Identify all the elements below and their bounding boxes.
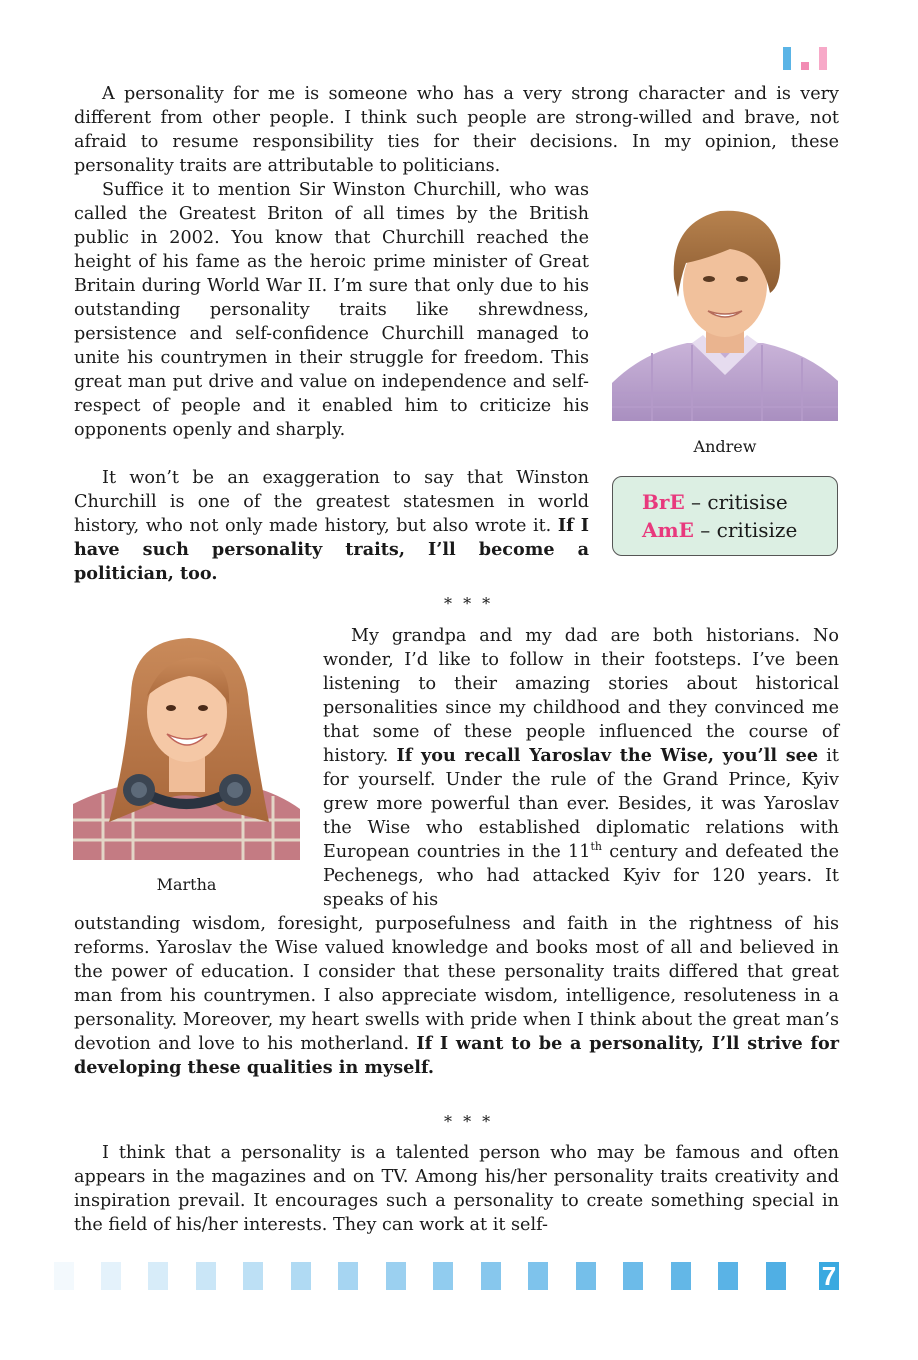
footer-square — [291, 1262, 311, 1290]
paragraph-text: it for yourself. Under the rule of the Grand Prince, Kyiv grew more powerful than ever. Besides, it was Yaroslav the Wise who established diplomatic relations with European countries in the 11 — [323, 746, 839, 862]
footer-square — [671, 1262, 691, 1290]
martha-caption: Martha — [156, 875, 217, 894]
footer-square — [101, 1262, 121, 1290]
ame-tag: AmE — [642, 518, 694, 542]
footer-square — [386, 1262, 406, 1290]
key-phrase: If I want to be a personality, I’ll strive for developing these qualities in myself. — [74, 1033, 839, 1078]
footer-square — [54, 1262, 74, 1290]
footer-square — [338, 1262, 358, 1290]
ordinal-suffix: th — [590, 840, 602, 854]
footer-square — [148, 1262, 168, 1290]
footer-square — [243, 1262, 263, 1290]
bre-tag: BrE — [642, 490, 685, 514]
ame-word: – critisize — [693, 518, 798, 542]
marker-bar-pink — [819, 47, 827, 70]
footer-square — [481, 1262, 501, 1290]
key-phrase: If you recall Yaroslav the Wise, you’ll see — [396, 745, 819, 766]
martha-portrait-image — [73, 634, 300, 860]
key-phrase: If I have such personality traits, I’ll become a politician, too. — [74, 515, 589, 584]
paragraph-text: outstanding wisdom, foresight, purposefulness and faith in the rightness of his reforms. Yaroslav the Wise valued knowledge and books most of all and believed in the power of education. I consider that these personality traits differed that great man from his countrymen. I also appreciate wisdom, intelligence, resoluteness in a personality. Moreover, my heart swells with pride when I think about the great man’s devotion and love to his motherland. — [74, 914, 839, 1054]
bre-word: – critisise — [684, 490, 788, 514]
ame-line — [642, 516, 837, 544]
footer-square — [576, 1262, 596, 1290]
paragraph-churchill-conclusion — [74, 466, 589, 586]
footer-square — [623, 1262, 643, 1290]
footer-square — [528, 1262, 548, 1290]
paragraph-talented-person: I think that a personality is a talented person who may be famous and often appears in the magazines and on TV. Among his/her personality traits creativity and inspiration prevail. It encourages such a personality to create something special in the field of his/her interests. They can work at it self- — [74, 1143, 839, 1235]
paragraph-churchill: Suffice it to mention Sir Winston Churchill, who was called the Greatest Briton of all times by the British public in 2002. You know that Churchill reached the height of his fame as the heroic prime minister of Great Britain during World War II. I’m sure that only due to his outstanding personality traits like shrewdness, persistence and self-confidence Churchill managed to unite his countrymen in their struggle for freedom. This great man put drive and value on independence and self-respect of people and it enabled him to criticize his opponents openly and sharply. — [74, 180, 589, 440]
paragraph-yaroslav-continued — [74, 912, 839, 1080]
marker-dot-pink — [801, 62, 809, 70]
footer-square — [718, 1262, 738, 1290]
andrew-portrait-image — [612, 193, 838, 421]
footer-square — [433, 1262, 453, 1290]
paragraph-text: My grandpa and my dad are both historians. No wonder, I’d like to follow in their footsteps. I’ve been listening to their amazing stories about historical personalities since my childhood and they convinced me that some of these people influenced the course of history. — [323, 626, 839, 766]
bre-line — [642, 488, 837, 516]
paragraph-intro: A personality for me is someone who has a very strong character and is very different from other people. I think such people are strong-willed and brave, not afraid to resume responsibility ties for their decisions. In my opinion, these personality traits are attributable to politicians. — [74, 84, 839, 176]
paragraph-yaroslav — [323, 624, 839, 912]
paragraph-text: It won’t be an exaggeration to say that Winston Churchill is one of the greatest statesmen in world history, who not only made history, but also wrote it. — [74, 468, 589, 536]
footer-square — [196, 1262, 216, 1290]
marker-bar-blue — [783, 47, 791, 70]
martha-photo — [73, 634, 300, 860]
section-divider: * * * — [444, 1112, 494, 1131]
andrew-photo — [612, 193, 838, 421]
section-divider: * * * — [444, 594, 494, 613]
andrew-caption: Andrew — [693, 437, 757, 456]
vocabulary-note-box — [612, 476, 838, 556]
paragraph-text: century and defeated the Pechenegs, who had attacked Kyiv for 120 years. It speaks of his — [323, 842, 840, 910]
footer-square — [766, 1262, 786, 1290]
page-number: 7 — [819, 1262, 839, 1290]
